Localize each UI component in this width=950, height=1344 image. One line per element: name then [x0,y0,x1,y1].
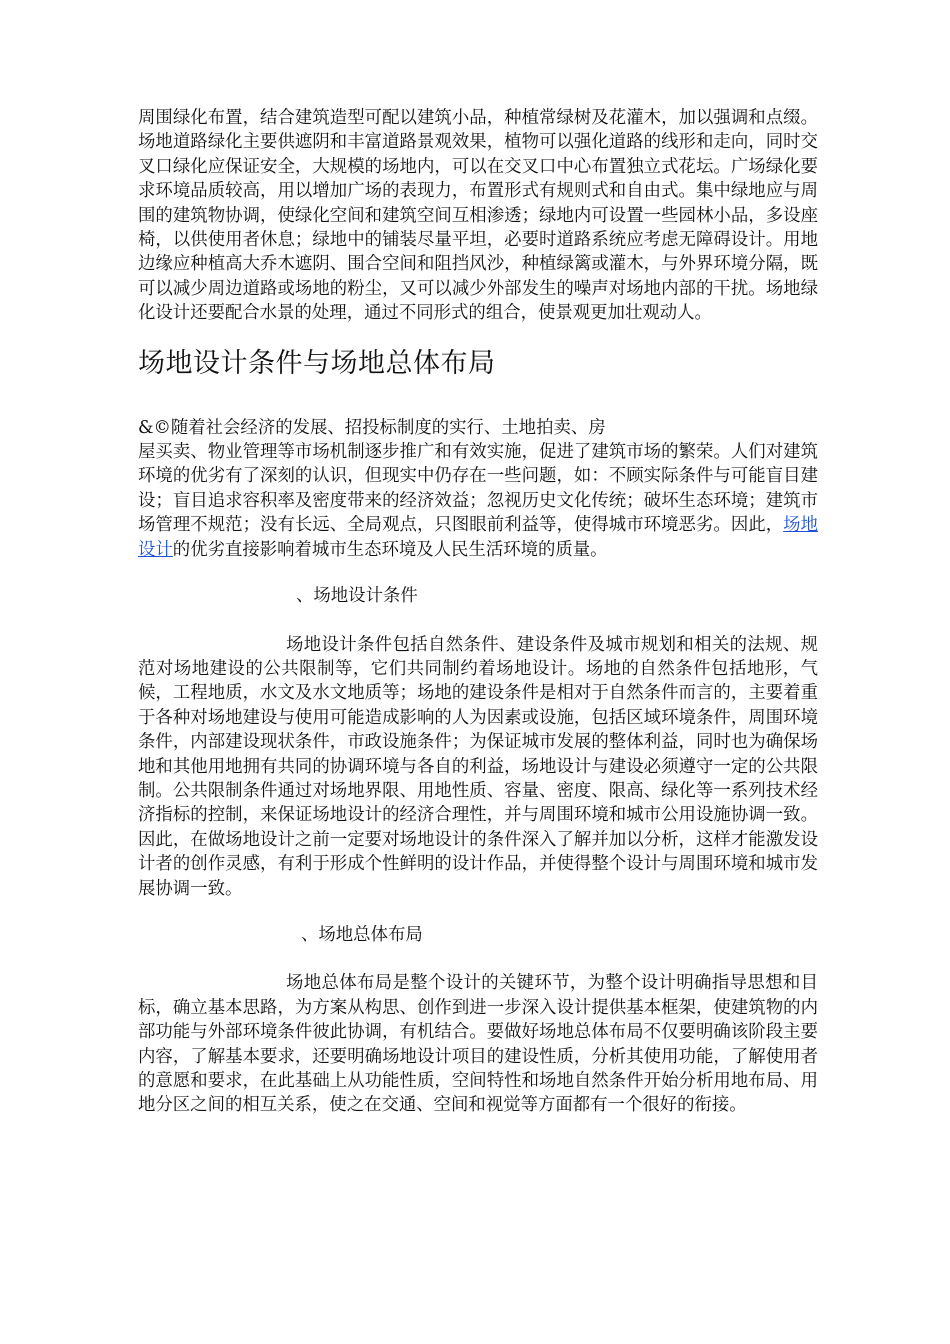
paragraph-greening: 周围绿化布置，结合建筑造型可配以建筑小品，种植常绿树及花灌木，加以强调和点缀。场地道路绿化主要供遮阴和丰富道路景观效果，植物可以强化道路的线形和走向，同时交叉口绿化应保证安全，大规模的场地内，可以在交叉口中心布置独立式花坛。广场绿化要求环境品质较高，用以增加广场的表现力，布置形式有规则式和自由式。集中绿地应与周围的建筑物协调，使绿化空间和建筑空间互相渗透；绿地内可设置一些园林小品，多设座椅，以供使用者休息；绿地中的铺装尽量平坦，必要时道路系统应考虑无障碍设计。用地边缘应种植高大乔木遮阴、围合空间和阻挡风沙，种植绿篱或灌木，与外界环境分隔，既可以减少周边道路或场地的粉尘，又可以减少外部发生的噪声对场地内部的干扰。场地绿化设计还要配合水景的处理，通过不同形式的组合，使景观更加壮观动人。 [138,108,818,324]
intro-first-line: &©随着社会经济的发展、招投标制度的实行、土地拍卖、房 [138,417,606,438]
site-design-link[interactable]: 场地设计 [138,515,818,560]
section-title: 场地设计条件与场地总体布局 [138,347,496,379]
subsection-title-conditions: 、场地设计条件 [296,586,418,607]
document-page [138,106,818,1118]
paragraph-conditions: 场地设计条件包括自然条件、建设条件及城市规划和相关的法规、规范对场地建设的公共限制等，它们共同制约着场地设计。场地的自然条件包括地形，气候，工程地质，水文及水文地质等；场地的建设条件是相对于自然条件而言的，主要着重于各种对场地建设与使用可能造成影响的人为因素或设施，包括区域环境条件，周围环境条件，内部建设现状条件，市政设施条件；为保证城市发展的整体利益，同时也为确保场地和其他用地拥有共同的协调环境与各自的利益，场地设计与建设必须遵守一定的公共限制。公共限制条件通过对场地界限、用地性质、容量、密度、限高、绿化等一系列技术经济指标的控制，来保证场地设计的经济合理性，并与周围环境和城市公用设施协调一致。因此，在做场地设计之前一定要对场地设计的条件深入了解并加以分析，这样才能激发设计者的创作灵感，有利于形成个性鲜明的设计作品，并使得整个设计与周围环境和城市发展协调一致。 [138,634,818,899]
intro-text-before-link: 屋买卖、物业管理等市场机制逐步推广和有效实施，促进了建筑市场的繁荣。人们对建筑环境的优劣有了深刻的认识，但现实中仍存在一些问题，如：不顾实际条件与可能盲目建设；盲目追求容积率及密度带来的经济效益；忽视历史文化传统；破坏生态环境；建筑市场管理不规范；没有长远、全局观点，只图眼前利益等，使得城市环境恶劣。因此， [138,442,818,536]
paragraph-layout: 场地总体布局是整个设计的关键环节，为整个设计明确指导思想和目标，确立基本思路，为方案从构思、创作到进一步深入设计提供基本框架，使建筑物的内部功能与外部环境条件彼此协调，有机结合。要做好场地总体布局不仅要明确该阶段主要内容，了解基本要求，还要明确场地设计项目的建设性质，分析其使用功能，了解使用者的意愿和要求，在此基础上从功能性质，空间特性和场地自然条件开始分析用地布局、用地分区之间的相互关系，使之在交通、空间和视觉等方面都有一个很好的衔接。 [138,973,818,1116]
subsection-title-layout: 、场地总体布局 [301,924,423,945]
intro-text-after-link: 的优劣直接影响着城市生态环境及人民生活环境的质量。 [172,539,608,560]
intro-paragraph [138,440,818,562]
